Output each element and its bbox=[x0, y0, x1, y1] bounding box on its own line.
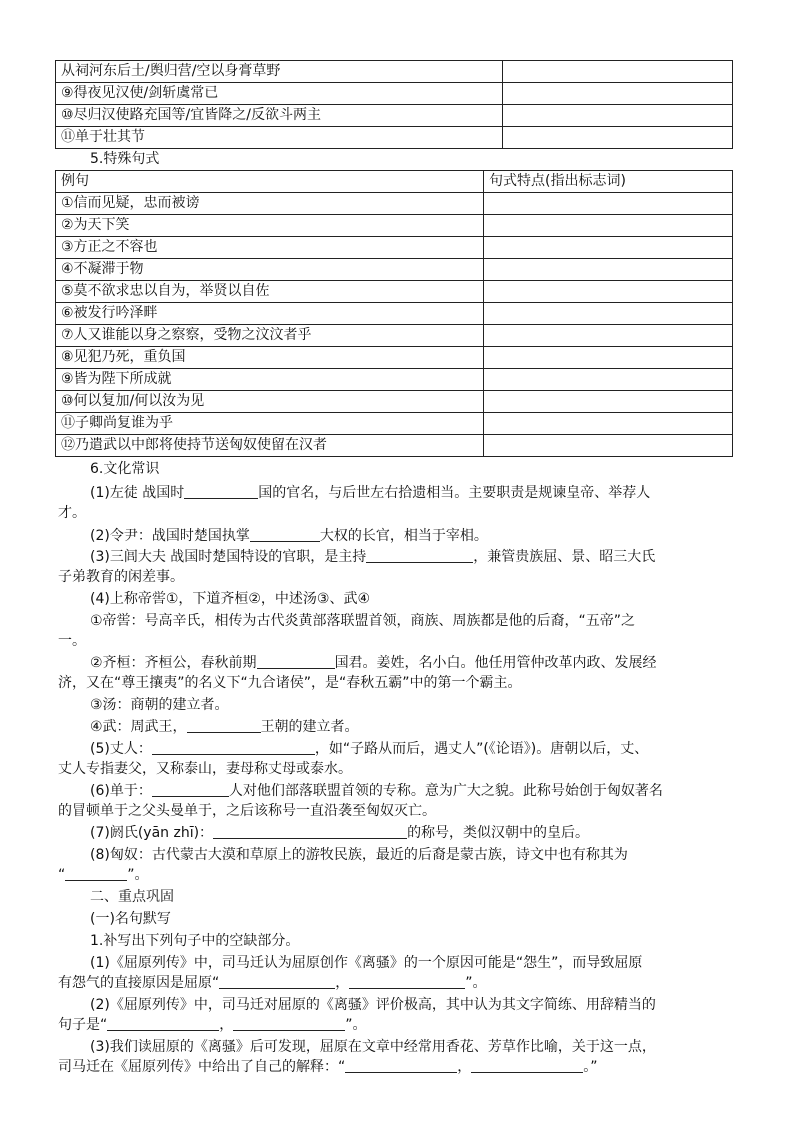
culture-item-8-line2 bbox=[58, 865, 149, 885]
culture-item-5 bbox=[90, 739, 648, 759]
text: (3)三闾大夫 战国时楚国特设的官职，是主持 bbox=[90, 549, 367, 565]
text: (6)单于： bbox=[90, 783, 152, 799]
text: 。” bbox=[583, 1059, 598, 1075]
fill-blank[interactable] bbox=[213, 824, 407, 839]
answer-cell[interactable] bbox=[484, 435, 733, 457]
text: ，兼管贵族屈、景、昭三大氏 bbox=[473, 549, 656, 565]
example-cell: ⑨得夜见汉使/剑斩虞常已 bbox=[56, 83, 503, 105]
fill-blank[interactable] bbox=[349, 974, 465, 989]
table-row bbox=[56, 237, 733, 259]
table-row bbox=[56, 127, 733, 149]
answer-cell[interactable] bbox=[484, 193, 733, 215]
translation-table bbox=[55, 60, 733, 149]
sentence-pattern-table bbox=[55, 170, 733, 457]
section-title: 6.文化常识 bbox=[90, 461, 160, 477]
text: ”。 bbox=[465, 975, 487, 991]
text: 国的官名，与后世左右拾遗相当。主要职责是规谏皇帝、举荐人 bbox=[258, 485, 651, 501]
text: 人对他们部落联盟首领的专称。意为广大之貌。此称号始创于匈奴著名 bbox=[228, 783, 663, 799]
table-row bbox=[56, 369, 733, 391]
example-cell: ⑪子卿尚复谁为乎 bbox=[56, 413, 484, 435]
fill-blank[interactable] bbox=[366, 548, 473, 563]
answer-cell[interactable] bbox=[484, 391, 733, 413]
answer-cell[interactable] bbox=[484, 347, 733, 369]
table-row bbox=[56, 391, 733, 413]
culture-item-7 bbox=[90, 823, 589, 843]
table-row bbox=[56, 435, 733, 457]
example-cell: ⑨皆为陛下所成就 bbox=[56, 369, 484, 391]
text: (1)左徒 战国时 bbox=[90, 485, 185, 501]
table-row bbox=[56, 413, 733, 435]
example-cell: ②为天下笑 bbox=[56, 215, 484, 237]
table-row bbox=[56, 61, 733, 83]
example-cell: ⑫乃遣武以中郎将使持节送匈奴使留在汉者 bbox=[56, 435, 484, 457]
example-cell: ④不凝滞于物 bbox=[56, 259, 484, 281]
answer-cell[interactable] bbox=[484, 369, 733, 391]
text: 有怨气的直接原因是屈原“ bbox=[58, 975, 220, 991]
fill-blank[interactable] bbox=[152, 782, 229, 797]
text-line: (2)《屈原列传》中，司马迁对屈原的《离骚》评价极高，其中认为其文字简练、用辞精当的 bbox=[90, 997, 656, 1013]
text: 大权的长官，相当于宰相。 bbox=[319, 528, 488, 544]
question-1-2-blanks bbox=[58, 1015, 367, 1035]
culture-item-6 bbox=[90, 781, 663, 801]
fill-blank[interactable] bbox=[219, 974, 335, 989]
text: (2)令尹：战国时楚国执掌 bbox=[90, 528, 250, 544]
text: ，如“子路从而后，遇丈人”(《论语》)。唐朝以后，丈、 bbox=[314, 741, 649, 757]
table-row bbox=[56, 259, 733, 281]
answer-cell[interactable] bbox=[503, 127, 733, 149]
text: ， bbox=[335, 975, 350, 991]
table-row bbox=[56, 215, 733, 237]
example-cell: 从祠河东后土/舆归营/空以身膏草野 bbox=[56, 61, 503, 83]
example-cell: ③方正之不容也 bbox=[56, 237, 484, 259]
example-cell: ⑤莫不欲求忠以自为，举贤以自佐 bbox=[56, 281, 484, 303]
text: “ bbox=[58, 867, 66, 883]
text: 的称号，类似汉朝中的皇后。 bbox=[407, 825, 590, 841]
culture-item-4-2 bbox=[90, 653, 657, 673]
text: 国君。姜姓，名小白。他任用管仲改革内政、发展经 bbox=[334, 655, 657, 671]
example-cell: ⑩尽归汉使路充国等/宜皆降之/反欲斗两主 bbox=[56, 105, 503, 127]
question-title: 1.补写出下列句子中的空缺部分。 bbox=[90, 933, 300, 949]
culture-item-1 bbox=[90, 483, 650, 503]
text: ， bbox=[457, 1059, 472, 1075]
text-line: (1)《屈原列传》中，司马迁认为屈原创作《离骚》的一个原因可能是“怨生”，而导致屈原 bbox=[90, 955, 643, 971]
text: ④武：周武王， bbox=[90, 719, 187, 735]
answer-cell[interactable] bbox=[484, 281, 733, 303]
text-line: 的冒顿单于之父头曼单于，之后该称号一直沿袭至匈奴灭亡。 bbox=[58, 803, 436, 819]
column-header: 句式特点(指出标志词) bbox=[484, 171, 733, 193]
table-header-row bbox=[56, 171, 733, 193]
answer-cell[interactable] bbox=[503, 61, 733, 83]
fill-blank[interactable] bbox=[471, 1058, 583, 1073]
answer-cell[interactable] bbox=[484, 413, 733, 435]
text: ”。 bbox=[127, 867, 149, 883]
fill-blank[interactable] bbox=[184, 484, 258, 499]
table-row bbox=[56, 193, 733, 215]
subsection-title: (一)名句默写 bbox=[90, 911, 171, 927]
text: 句子是“ bbox=[58, 1017, 108, 1033]
answer-cell[interactable] bbox=[484, 237, 733, 259]
text: ”。 bbox=[345, 1017, 367, 1033]
text: 王朝的建立者。 bbox=[260, 719, 359, 735]
text: 司马迁在《屈原列传》中给出了自己的解释：“ bbox=[58, 1059, 346, 1075]
example-cell: ⑦人又谁能以身之察察，受物之汶汶者乎 bbox=[56, 325, 484, 347]
column-header: 例句 bbox=[56, 171, 484, 193]
answer-cell[interactable] bbox=[484, 215, 733, 237]
text: ， bbox=[219, 1017, 234, 1033]
text-line: (3)我们读屈原的《离骚》后可发现，屈原在文章中经常用香花、芳草作比喻，关于这一点， bbox=[90, 1039, 656, 1055]
fill-blank[interactable] bbox=[65, 866, 127, 881]
example-cell: ①信而见疑，忠而被谤 bbox=[56, 193, 484, 215]
fill-blank[interactable] bbox=[257, 654, 335, 669]
culture-item-3 bbox=[90, 547, 655, 567]
table-row bbox=[56, 325, 733, 347]
culture-item-2 bbox=[90, 526, 488, 546]
answer-cell[interactable] bbox=[484, 325, 733, 347]
fill-blank[interactable] bbox=[250, 527, 320, 542]
answer-cell[interactable] bbox=[484, 259, 733, 281]
culture-item-8: (8)匈奴：古代蒙古大漠和草原上的游牧民族，最近的后裔是蒙古族，诗文中也有称其为 bbox=[90, 847, 628, 863]
part-title: 二、重点巩固 bbox=[90, 889, 174, 905]
fill-blank[interactable] bbox=[152, 740, 315, 755]
text: ②齐桓：齐桓公，春秋前期 bbox=[90, 655, 257, 671]
example-cell: ⑩何以复加/何以汝为见 bbox=[56, 391, 484, 413]
answer-cell[interactable] bbox=[503, 83, 733, 105]
example-cell: ⑪单于壮其节 bbox=[56, 127, 503, 149]
text-line: ①帝喾：号高辛氏，相传为古代炎黄部落联盟首领，商族、周族都是他的后裔，“五帝”之 bbox=[90, 613, 636, 629]
fill-blank[interactable] bbox=[233, 1016, 345, 1031]
fill-blank[interactable] bbox=[187, 718, 261, 733]
text-line: 一。 bbox=[58, 633, 86, 649]
culture-item-4: (4)上称帝喾①，下道齐桓②，中述汤③、武④ bbox=[90, 591, 371, 607]
table-row bbox=[56, 303, 733, 325]
fill-blank[interactable] bbox=[345, 1058, 457, 1073]
text-line: ③汤：商朝的建立者。 bbox=[90, 697, 229, 713]
table-row bbox=[56, 105, 733, 127]
culture-item-4-4 bbox=[90, 717, 359, 737]
text: (7)阏氏(yān zhī)： bbox=[90, 825, 214, 841]
section-title: 5.特殊句式 bbox=[90, 151, 160, 167]
fill-blank[interactable] bbox=[107, 1016, 219, 1031]
answer-cell[interactable] bbox=[503, 105, 733, 127]
answer-cell[interactable] bbox=[484, 303, 733, 325]
text-line: 丈人专指妻父，又称泰山，妻母称丈母或泰水。 bbox=[58, 761, 352, 777]
text-line: 子弟教育的闲差事。 bbox=[58, 569, 184, 585]
table-row bbox=[56, 347, 733, 369]
text: (5)丈人： bbox=[90, 741, 152, 757]
question-1-3-blanks bbox=[58, 1057, 598, 1077]
example-cell: ⑥被发行吟泽畔 bbox=[56, 303, 484, 325]
table-row bbox=[56, 83, 733, 105]
table-row bbox=[56, 281, 733, 303]
text-line: 济，又在“尊王攘夷”的名义下“九合诸侯”，是“春秋五霸”中的第一个霸主。 bbox=[58, 675, 522, 691]
question-1-1-blanks bbox=[58, 973, 487, 993]
example-cell: ⑧见犯乃死，重负国 bbox=[56, 347, 484, 369]
text-line: 才。 bbox=[58, 505, 86, 521]
